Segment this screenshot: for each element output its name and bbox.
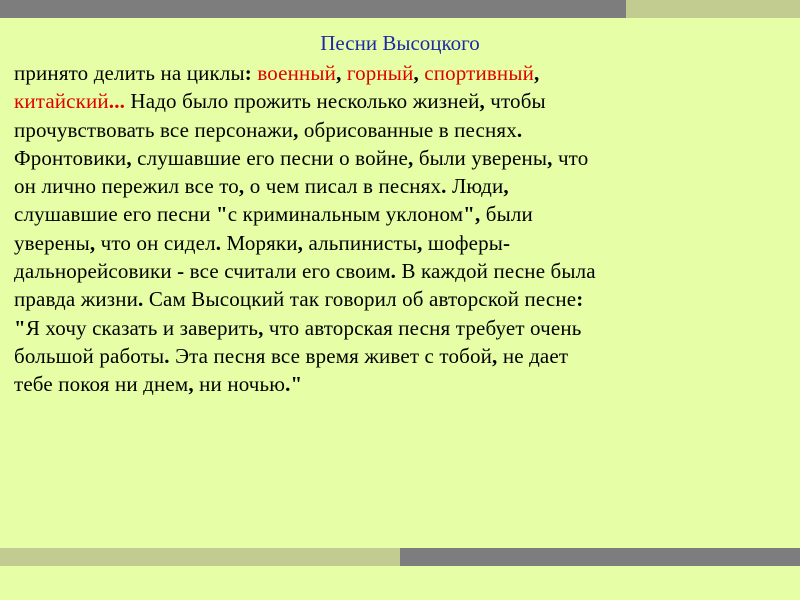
text-segment: уверены: [14, 230, 90, 255]
text-segment: ,: [89, 230, 101, 255]
text-segment: .: [390, 259, 402, 284]
text-segment: он лично пережил все то: [14, 174, 239, 199]
text-segment: обрисованные в песнях: [303, 117, 517, 142]
text-line: [14, 116, 774, 144]
text-segment: были: [485, 202, 533, 227]
text-segment: Надо было прожить несколько жизней: [130, 89, 480, 114]
text-segment: ,: [293, 117, 304, 142]
text-segment: тебе покоя ни днем: [14, 372, 189, 397]
text-segment: слушавшие его песни о войне: [137, 145, 408, 170]
text-line: [14, 59, 774, 87]
text-segment: ,: [492, 343, 503, 368]
text-segment: что авторская песня требует очень: [268, 315, 582, 340]
text-segment: Я хочу сказать и заверить: [25, 315, 259, 340]
highlighted-text: военный: [257, 61, 337, 85]
text-segment: Люди: [451, 174, 504, 199]
text-segment: ,: [126, 145, 138, 170]
text-segment: .: [164, 343, 176, 368]
text-segment: чтобы: [490, 89, 546, 114]
text-segment: .: [441, 174, 452, 199]
text-segment: дальнорейсовики: [14, 259, 178, 284]
text-segment: прочувствовать все персонажи: [14, 117, 294, 142]
highlighted-text: ...: [108, 89, 131, 114]
text-segment: большой работы: [14, 343, 165, 368]
text-segment: ,: [238, 174, 250, 199]
text-segment: ,: [533, 61, 540, 85]
text-segment: ни ночью: [199, 372, 286, 397]
text-segment: были уверены: [418, 145, 548, 170]
text-segment: -: [177, 259, 190, 284]
text-segment: принято делить на циклы: [14, 61, 245, 85]
text-segment: ,: [479, 89, 491, 114]
text-segment: -: [503, 230, 511, 255]
text-segment: правда жизни: [14, 287, 139, 312]
text-segment: .: [516, 117, 523, 142]
text-segment: .: [138, 287, 149, 312]
text-line: [14, 342, 774, 370]
text-line: [14, 87, 774, 115]
text-segment: ": [14, 315, 26, 340]
text-line: [14, 370, 774, 398]
top-decor-bar-dark: [0, 0, 626, 18]
slide-title: Песни Высоцкого: [320, 31, 480, 55]
text-line: [14, 200, 774, 228]
text-line: [14, 229, 774, 257]
text-segment: :: [244, 61, 258, 85]
text-line: [14, 257, 774, 285]
text-segment: ,: [258, 315, 269, 340]
text-segment: ,: [336, 61, 347, 85]
slide-body-text: [14, 59, 774, 399]
text-segment: что: [557, 145, 589, 170]
text-line: [14, 285, 774, 313]
text-segment: альпинисты: [308, 230, 418, 255]
text-segment: Моряки: [226, 230, 298, 255]
text-segment: что он сидел: [100, 230, 216, 255]
text-segment: с криминальным уклоном: [227, 202, 464, 227]
bottom-decor-bar-dark: [400, 548, 800, 566]
text-segment: ,: [413, 61, 425, 85]
text-segment: ,: [297, 230, 309, 255]
text-segment: .: [215, 230, 227, 255]
text-line: [14, 144, 774, 172]
text-segment: ,: [547, 145, 558, 170]
text-segment: ,: [188, 372, 200, 397]
text-segment: :: [576, 287, 584, 312]
text-line: [14, 314, 774, 342]
text-segment: Эта песня все время живет с тобой: [175, 343, 492, 368]
text-segment: Сам Высоцкий так говорил об авторской песне: [148, 287, 577, 312]
text-segment: В каждой песне была: [401, 259, 596, 284]
highlighted-text: спортивный: [424, 61, 534, 85]
text-segment: шоферы: [427, 230, 504, 255]
text-segment: .": [285, 372, 303, 397]
text-segment: все считали его своим: [189, 259, 391, 284]
text-segment: ": [215, 202, 228, 227]
text-line: [14, 172, 774, 200]
text-segment: ,: [503, 174, 509, 199]
text-segment: ",: [463, 202, 486, 227]
text-segment: слушавшие его песни: [14, 202, 216, 227]
text-segment: ,: [417, 230, 428, 255]
text-segment: ,: [408, 145, 419, 170]
text-segment: о чем писал в песнях: [249, 174, 442, 199]
highlighted-text: китайский: [14, 89, 109, 114]
text-segment: не дает: [502, 343, 569, 368]
highlighted-text: горный: [346, 61, 414, 85]
text-segment: Фронтовики: [14, 145, 127, 170]
